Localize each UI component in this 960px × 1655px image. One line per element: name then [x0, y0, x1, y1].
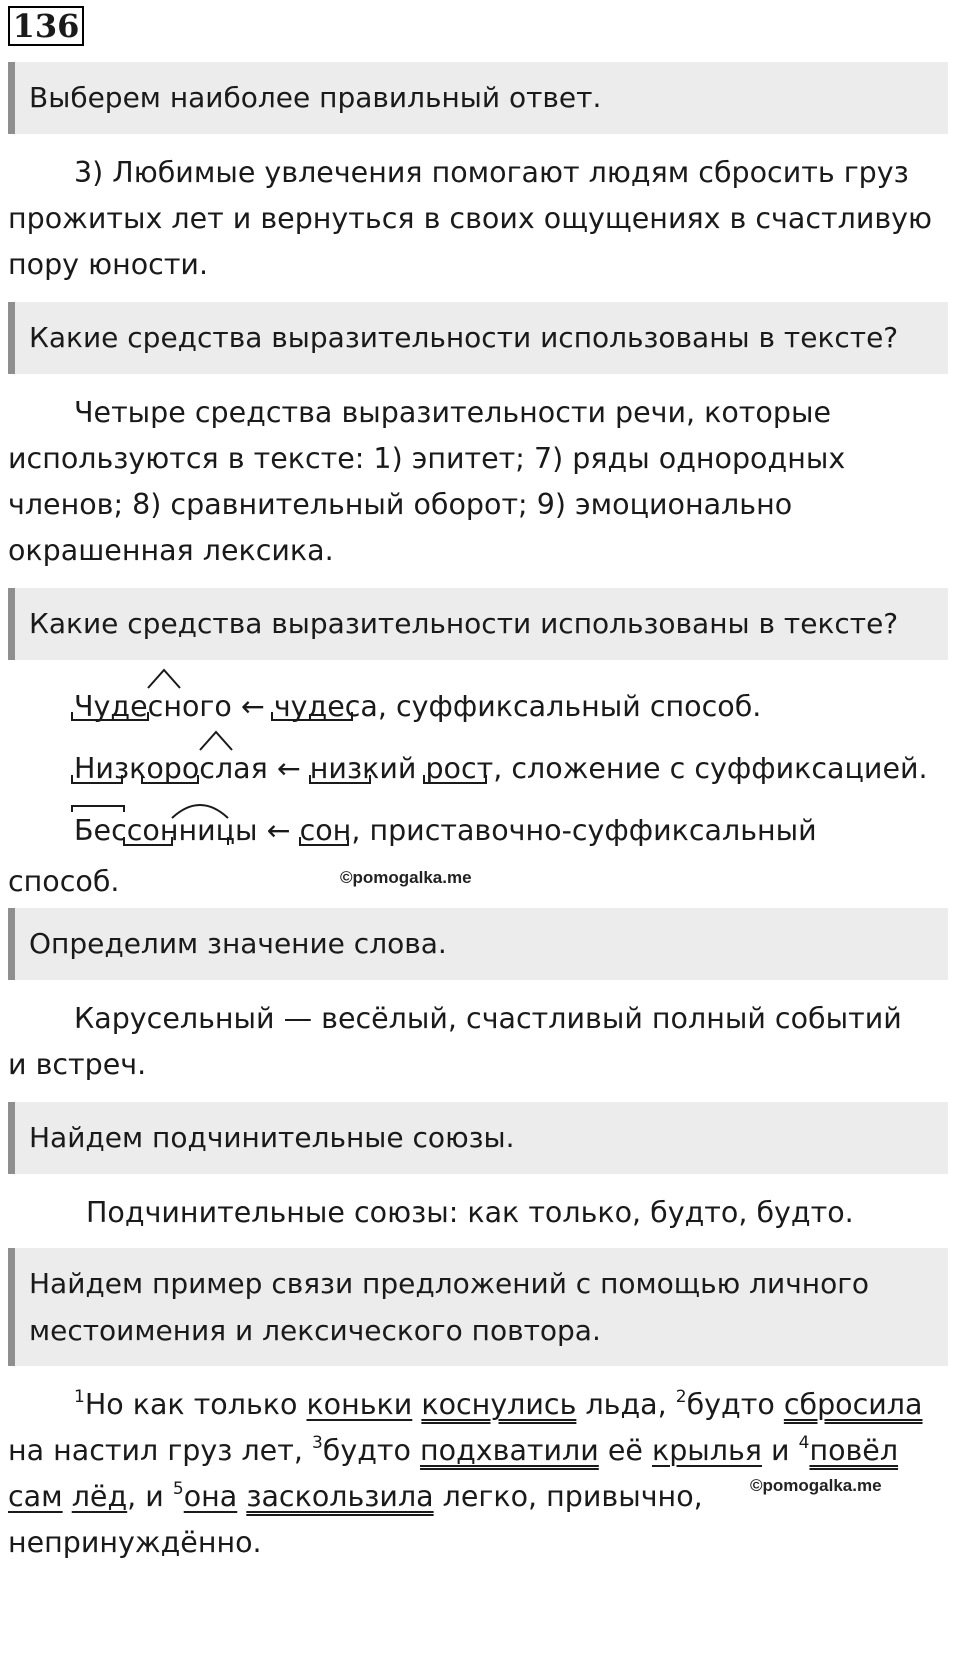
text-run: на настил груз лет,: [8, 1434, 312, 1467]
source-word: сон: [299, 814, 352, 847]
formation-method: , приставочно-суффиксальный: [351, 814, 817, 847]
text-run: и: [761, 1434, 799, 1467]
watermark: ©pomogalka.me: [750, 1476, 882, 1495]
heading-line: Найдем пример связи предложений с помощью личного: [29, 1267, 870, 1300]
answer-paragraph-6: [8, 1382, 953, 1566]
subject-word: сам: [8, 1480, 63, 1513]
text-line: прожитых лет и вернуться в своих ощущениях в счастливую: [8, 202, 933, 235]
predicate-word: повёл: [809, 1434, 899, 1467]
text-run: [237, 1480, 246, 1513]
predicate-word: заскользила: [246, 1480, 434, 1513]
formation-method-continued: способ.: [8, 865, 120, 898]
root-underline: [124, 837, 172, 845]
watermark: ©pomogalka.me: [340, 868, 472, 887]
text-line: Подчинительные союзы: как только, будто, будто.: [86, 1196, 854, 1229]
text-line: 3) Любимые увлечения помогают людям сбросить груз: [74, 156, 909, 189]
predicate-word: коснулись: [421, 1388, 577, 1421]
text-run: её: [598, 1434, 652, 1467]
subject-word: крылья: [651, 1434, 762, 1467]
section-heading-3: Какие средства выразительности использованы в тексте?: [8, 588, 948, 660]
section-heading-1: Выберем наиболее правильный ответ.: [8, 62, 948, 134]
section-heading-2: Какие средства выразительности использованы в тексте?: [8, 302, 948, 374]
arrow-icon: ←: [240, 690, 265, 723]
answer-paragraph-4: [8, 996, 953, 1088]
text-line: и встреч.: [8, 1048, 147, 1081]
source-root-underline: [272, 712, 352, 720]
text-run: легко, привычно,: [433, 1480, 703, 1513]
text-run: [63, 1480, 72, 1513]
text-line: Четыре средства выразительности речи, которые: [74, 396, 831, 429]
analyzed-word: Бессонницы: [74, 814, 258, 847]
predicate-word: сбросила: [783, 1388, 923, 1421]
analyzed-word: Чудесного: [74, 690, 232, 723]
prefix-bracket: [72, 806, 124, 812]
source-root-underline: [310, 775, 370, 783]
source-root-underline: [424, 775, 486, 783]
analyzed-word: Низкорослая: [74, 752, 268, 785]
source-word: рост: [425, 752, 494, 785]
subject-word: она: [183, 1480, 238, 1513]
source-word: чудеса: [273, 690, 378, 723]
text-run: [412, 1388, 421, 1421]
text-run: будто: [322, 1434, 421, 1467]
suffix-caret: [148, 670, 180, 688]
text-line: используются в тексте: 1) эпитет; 7) ряды однородных: [8, 442, 846, 475]
source-word: низкий: [309, 752, 417, 785]
section-heading-4: Определим значение слова.: [8, 908, 948, 980]
sentence-number: 5: [172, 1479, 184, 1499]
section-heading-6: [8, 1248, 948, 1366]
sentence-number: 3: [311, 1433, 323, 1453]
task-number: 136: [8, 6, 84, 46]
subject-word: коньки: [306, 1388, 413, 1421]
sentence-number: 4: [798, 1433, 810, 1453]
text-run: Но как только: [84, 1388, 307, 1421]
section-heading-5: Найдем подчинительные союзы.: [8, 1102, 948, 1174]
suffix-caret: [200, 732, 232, 750]
text-run: , и: [127, 1480, 173, 1513]
text-run: будто: [686, 1388, 784, 1421]
formation-method: , суффиксальный способ.: [377, 690, 762, 723]
root-underline: [72, 775, 122, 783]
heading-line: местоимения и лексического повтора.: [29, 1314, 601, 1347]
sentence-number: 2: [675, 1387, 687, 1407]
answer-paragraph-5: [8, 1190, 953, 1236]
predicate-word: подхватили: [420, 1434, 599, 1467]
sentence-number: 1: [74, 1387, 85, 1407]
text-line: членов; 8) сравнительный оборот; 9) эмоционально: [8, 488, 793, 521]
text-line: Карусельный — весёлый, счастливый полный событий: [74, 1002, 902, 1035]
text-run: льда,: [576, 1388, 676, 1421]
arrow-icon: ←: [266, 814, 291, 847]
source-root-underline: [300, 837, 348, 845]
text-line: окрашенная лексика.: [8, 534, 334, 567]
text-run: непринуждённо.: [8, 1526, 262, 1559]
subject-word: лёд: [71, 1480, 128, 1513]
formation-method: , сложение с суффиксацией.: [493, 752, 928, 785]
text-line: пору юности.: [8, 248, 209, 281]
arrow-icon: ←: [276, 752, 301, 785]
suffix-arc: [172, 805, 228, 818]
root-underline: [72, 712, 148, 720]
root-underline: [142, 775, 198, 783]
